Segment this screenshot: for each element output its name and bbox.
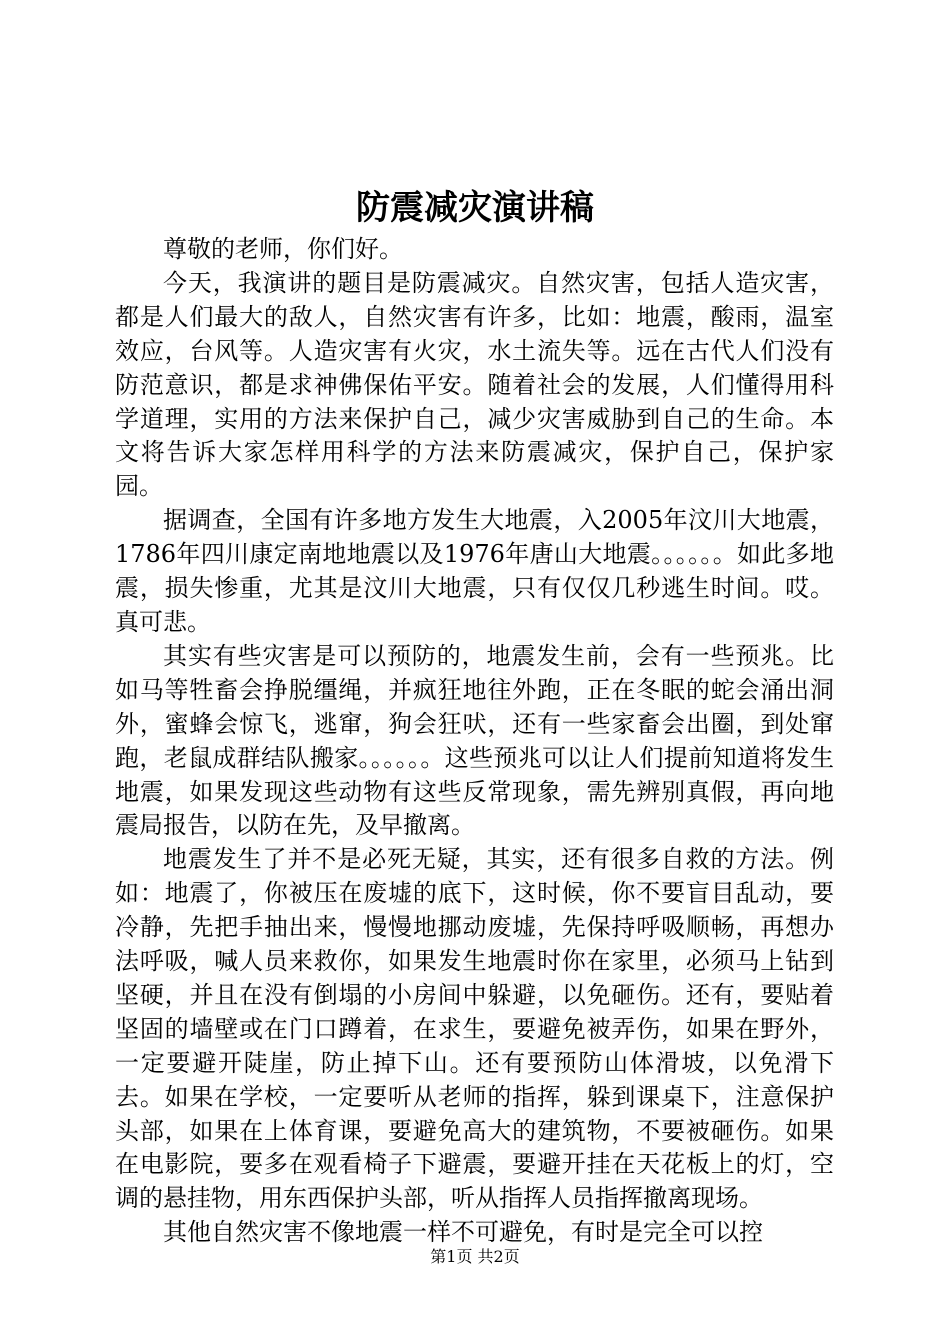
paragraph-intro: 今天，我演讲的题目是防震减灾。自然灾害，包括人造灾害，都是人们最大的敌人，自然灾害有许多，比如：地震，酸雨，温室效应，台风等。人造灾害有火灾，水土流失等。远在古代人们没有防范意识，都是求神佛保佑平安。随着社会的发展，人们懂得用科学道理，实用的方法来保护自己，减少灾害威胁到自己的生命。本文将告诉大家怎样用科学的方法来防震减灾，保护自己，保护家园。 — [115, 268, 834, 501]
paragraph-omens: 其实有些灾害是可以预防的，地震发生前，会有一些预兆。比如马等牲畜会挣脱缰绳，并疯狂地往外跑，正在冬眠的蛇会涌出洞外，蜜蜂会惊飞，逃窜，狗会狂吠，还有一些家畜会出圈，到处窜跑，老鼠成群结队搬家。。。。。。这些预兆可以让人们提前知道将发生地震，如果发现这些动物有这些反常现象，需先辨别真假，再向地震局报告，以防在先，及早撤离。 — [115, 641, 834, 840]
document-title: 防震减灾演讲稿 — [356, 188, 594, 228]
document-body — [115, 233, 834, 1250]
paragraph-greeting: 尊敬的老师，你们好。 — [163, 235, 403, 263]
paragraph-self-rescue: 地震发生了并不是必死无疑，其实，还有很多自救的方法。例如：地震了，你被压在废墟的底下，这时候，你不要盲目乱动，要冷静，先把手抽出来，慢慢地挪动废墟，先保持呼吸顺畅，再想办法呼吸，喊人员来救你，如果发生地震时你在家里，必须马上钻到坚硬，并且在没有倒塌的小房间中躲避，以免砸伤。还有，要贴着坚固的墙壁或在门口蹲着，在求生，要避免被弄伤，如果在野外，一定要避开陡崖，防止掉下山。还有要预防山体滑坡，以免滑下去。如果在学校，一定要听从老师的指挥，躲到课桌下，注意保护头部，如果在上体育课，要避免高大的建筑物，不要被砸伤。如果在电影院，要多在观看椅子下避震，要避开挂在天花板上的灯，空调的悬挂物，用东西保护头部，听从指挥人员指挥撤离现场。 — [115, 845, 834, 1213]
page-number-footer: 第1页 共2页 — [430, 1247, 520, 1266]
paragraph-other-disasters: 其他自然灾害不像地震一样不可避免，有时是完全可以控 — [163, 1218, 763, 1247]
paragraph-survey: 据调查，全国有许多地方发生大地震，入2005年汶川大地震，1786年四川康定南地地震以及1976年唐山大地震。。。。。。如此多地震，损失惨重，尤其是汶川大地震，只有仅仅几秒逃生时间。哎。真可悲。 — [115, 506, 834, 636]
